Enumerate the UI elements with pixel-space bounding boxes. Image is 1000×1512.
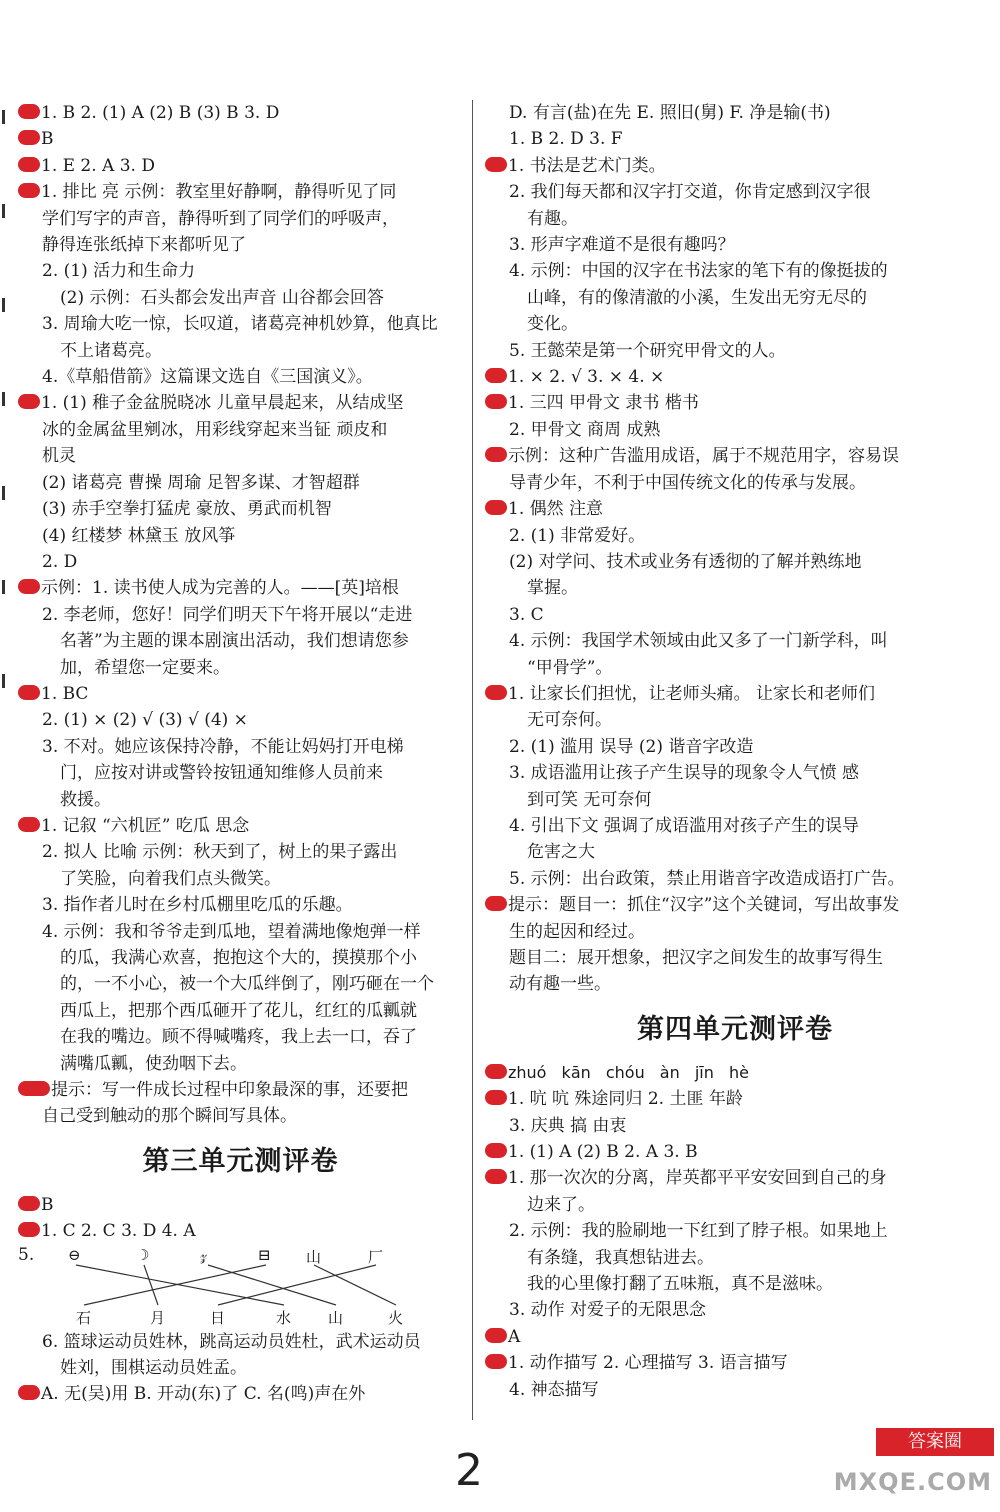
answer-text: 姓刘，围棋运动员姓孟。 <box>60 1358 247 1379</box>
section-title: 第三单元测评卷 <box>142 1145 339 1177</box>
question-answer-line <box>18 100 463 126</box>
question-answer-line <box>18 390 463 416</box>
answer-line <box>18 866 463 892</box>
answer-line <box>18 998 463 1024</box>
answer-line <box>485 179 985 205</box>
question-answer-line <box>18 1077 463 1103</box>
answer-text: 掌握。 <box>527 578 578 599</box>
answer-text: 示例：1. 读书使人成为完善的人。——[英]培根 <box>41 578 399 599</box>
answer-text: (2) 对学问、技术或业务有透彻的了解并熟练地 <box>509 551 862 572</box>
question-answer-line <box>485 364 985 390</box>
question-number-badge <box>485 394 507 409</box>
matching-line <box>218 1265 376 1305</box>
question-answer-line <box>485 681 985 707</box>
question-number-badge <box>485 447 507 462</box>
answer-text: 静得连张纸掉下来都听见了 <box>42 235 246 256</box>
column-divider <box>472 100 473 1420</box>
answer-text: 1. (1) A (2) B 2. A 3. B <box>508 1142 698 1163</box>
matching-bottom-item: 日 <box>210 1308 226 1327</box>
answer-text: 1. 吭 吭 殊途同归 2. 土匪 年龄 <box>508 1089 743 1110</box>
answer-line <box>18 285 463 311</box>
matching-bottom-item: 水 <box>276 1308 292 1327</box>
matching-top-item: 𝓏 <box>200 1245 207 1264</box>
answer-text: 2. (1) 活力和生命力 <box>42 261 196 282</box>
answer-line <box>18 1024 463 1050</box>
answer-text: 3. 庆典 搞 由衷 <box>509 1115 627 1136</box>
answer-text: 3. C <box>509 604 544 625</box>
matching-bottom-item: 火 <box>388 1308 404 1327</box>
answer-line <box>18 338 463 364</box>
question-number-badge <box>485 1328 507 1343</box>
answer-text: 示例：这种广告滥用成语，属于不规范用字，容易误 <box>508 446 899 467</box>
answer-text: 1. 偶然 注意 <box>508 499 604 520</box>
question-answer-line <box>485 443 985 469</box>
answer-text: 2. 示例：我的脸刷地一下红到了脖子根。如果地上 <box>509 1221 888 1242</box>
answer-text: 1. B 2. (1) A (2) B (3) B 3. D <box>41 103 280 123</box>
question-number-badge <box>18 130 40 145</box>
answer-text: 动有趣一些。 <box>509 974 611 995</box>
question-number-badge <box>485 1064 507 1079</box>
watermark <box>833 1418 996 1510</box>
answer-line <box>18 549 463 575</box>
pinyin-text: zhuó kān chóu àn jīn hè <box>508 1062 749 1082</box>
question-answer-line <box>485 390 985 416</box>
matching-exercise <box>18 1245 463 1329</box>
answer-line <box>18 892 463 918</box>
answer-line <box>485 1192 985 1218</box>
answer-text: 救援。 <box>60 789 111 810</box>
answer-line <box>18 496 463 522</box>
answer-text: 1. BC <box>41 683 89 704</box>
matching-bottom-item: 石 <box>76 1308 92 1327</box>
matching-bottom-item: 月 <box>150 1308 166 1327</box>
answer-line <box>485 232 985 258</box>
question-answer-line <box>485 1350 985 1376</box>
answer-line <box>18 470 463 496</box>
answer-line <box>485 919 985 945</box>
answer-line <box>485 1377 985 1403</box>
answer-line <box>485 655 985 681</box>
answer-text: 3. 指作者儿时在乡村瓜棚里吃瓜的乐趣。 <box>42 895 353 916</box>
question-answer-line <box>18 681 463 707</box>
answer-line <box>18 1355 463 1381</box>
answer-line <box>18 311 463 337</box>
answer-line <box>485 628 985 654</box>
answer-line <box>485 1113 985 1139</box>
watermark-logo: 答案圈 <box>876 1428 994 1456</box>
matching-line <box>144 1265 158 1305</box>
answer-line <box>485 1245 985 1271</box>
answer-text: 1. 排比 亮 示例：教室里好静啊，静得听见了同 <box>41 182 397 203</box>
answer-line <box>485 417 985 443</box>
question-answer-line <box>18 1192 463 1218</box>
answer-line <box>18 1051 463 1077</box>
question-number-badge <box>18 817 40 832</box>
answer-line <box>485 338 985 364</box>
answer-line <box>485 760 985 786</box>
answer-text: 2. 李老师，您好！同学们明天下午将开展以“走进 <box>42 604 413 625</box>
answer-text: 3. 周瑜大吃一惊，长叹道，诸葛亮神机妙算，他真比 <box>42 314 438 335</box>
answer-line <box>18 628 463 654</box>
answer-text: 边来了。 <box>527 1194 595 1215</box>
answer-text: 2. (1) 滥用 误导 (2) 谐音字改造 <box>509 736 754 757</box>
answer-text: 3. 形声字难道不是很有趣吗？ <box>509 235 735 256</box>
answer-text: 1. (1) 稚子金盆脱晓冰 儿童早晨起来，从结成坚 <box>41 393 404 414</box>
answer-text: 题目二：展开想象，把汉字之间发生的故事写得生 <box>509 948 883 968</box>
question-answer-line <box>18 1381 463 1407</box>
answer-text: D. 有言(盐)在先 E. 照旧(舅) F. 净是输(书) <box>509 103 831 123</box>
answer-text: 1. 记叙 “六机匠” 吃瓜 思念 <box>41 815 250 836</box>
answer-text: 1. 那一次次的分离，岸英都平平安安回到自己的身 <box>508 1168 887 1189</box>
answer-text: 4. 示例：中国的汉字在书法家的笔下有的像挺拔的 <box>509 261 888 282</box>
answer-text: 我的心里像打翻了五味瓶，真不是滋味。 <box>527 1274 833 1295</box>
answer-text: 变化。 <box>527 314 578 335</box>
answer-text: 1. C 2. C 3. D 4. A <box>41 1221 196 1242</box>
answer-text: 1. 动作描写 2. 心理描写 3. 语言描写 <box>508 1353 788 1374</box>
answer-line <box>485 575 985 601</box>
answer-text: 在我的嘴边。顾不得喊嘴疼，我上去一口，吞了 <box>60 1027 417 1048</box>
answer-text: 1. × 2. √ 3. × 4. × <box>508 367 665 388</box>
answer-text: 3. 动作 对爱子的无限思念 <box>509 1300 707 1321</box>
answer-line <box>18 443 463 469</box>
question-answer-line <box>18 813 463 839</box>
matching-top-item: ⊖ <box>68 1245 81 1264</box>
answer-line <box>485 549 985 575</box>
answer-line <box>18 523 463 549</box>
question-answer-line <box>18 153 463 179</box>
question-number-badge <box>485 896 507 911</box>
answer-text: 1. 让家长们担忧，让老师头痛。 让家长和老师们 <box>508 683 876 704</box>
answer-line <box>18 971 463 997</box>
question-number-badge <box>485 157 507 172</box>
answer-text: 有条缝，我真想钻进去。 <box>527 1247 714 1268</box>
answer-text: 5. 示例：出台政策，禁止用谐音字改造成语打广告。 <box>509 868 905 889</box>
answer-line <box>485 707 985 733</box>
answer-text: 无可奈何。 <box>527 710 612 731</box>
question-answer-line <box>18 126 463 152</box>
question-number-badge <box>18 104 40 119</box>
answer-line <box>18 1103 463 1129</box>
question-number-badge <box>18 157 40 172</box>
answer-text: 6. 篮球运动员姓林，跳高运动员姓杜，武术运动员 <box>42 1331 421 1352</box>
question-number-badge <box>485 1143 507 1158</box>
answer-line <box>485 470 985 496</box>
answer-text: 危害之大 <box>527 842 595 863</box>
answer-line <box>485 813 985 839</box>
question-answer-line <box>485 1139 985 1165</box>
answer-line <box>485 258 985 284</box>
answer-text: 不上诸葛亮。 <box>60 340 162 361</box>
answer-text: 名著”为主题的课本剧演出活动，我们想请您参 <box>60 631 409 652</box>
answer-text: 2. 我们每天都和汉字打交道，你肯定感到汉字很 <box>509 182 871 203</box>
answer-text: (3) 赤手空拳打猛虎 豪放、勇武而机智 <box>42 499 332 520</box>
answer-text: 山峰，有的像清澈的小溪，生发出无穷无尽的 <box>527 287 867 308</box>
answer-text: 2. 拟人 比喻 示例：秋天到了，树上的果子露出 <box>42 842 398 863</box>
matching-top-item: ☽ <box>136 1245 150 1264</box>
answer-text: 加，希望您一定要来。 <box>60 657 230 678</box>
page-number: 2 <box>455 1445 483 1496</box>
answer-text: 机灵 <box>42 446 76 467</box>
answer-text: (4) 红楼梦 林黛玉 放风筝 <box>42 525 236 546</box>
matching-line <box>76 1265 284 1305</box>
question-answer-line <box>18 179 463 205</box>
question-answer-line <box>485 892 985 918</box>
answer-text: 自己受到触动的那个瞬间写具体。 <box>42 1106 297 1127</box>
answer-line <box>485 734 985 760</box>
answer-text: 生的起因和经过。 <box>509 921 645 942</box>
watermark-site: MXQE.COM <box>833 1468 992 1496</box>
question-answer-line <box>485 153 985 179</box>
answer-line <box>18 707 463 733</box>
answer-line <box>18 364 463 390</box>
answer-text: 冰的金属盆里剜冰，用彩线穿起来当钲 顽皮和 <box>42 419 388 440</box>
answer-line <box>18 602 463 628</box>
answer-text: 到可笑 无可奈何 <box>527 789 652 810</box>
answer-line <box>485 285 985 311</box>
matching-top-item: 厂 <box>368 1247 384 1266</box>
answer-text: 4. 示例：我国学术领域由此又多了一门新学科，叫 <box>509 631 888 652</box>
matching-line <box>314 1265 396 1305</box>
question-number-badge <box>485 1090 507 1105</box>
answer-text: 4. 引出下文 强调了成语滥用对孩子产生的误导 <box>509 815 860 836</box>
answer-line <box>18 417 463 443</box>
question-number-badge <box>18 1222 40 1237</box>
answer-line <box>485 100 985 126</box>
answer-line <box>485 602 985 628</box>
matching-bottom-item: 山 <box>328 1308 344 1327</box>
answer-text: 有趣。 <box>527 208 578 229</box>
answer-text: (2) 示例：石头都会发出声音 山谷都会回答 <box>60 287 384 308</box>
answer-text: 的，一不小心，被一个大瓜绊倒了，刚巧砸在一个 <box>60 974 434 995</box>
answer-text: (2) 诸葛亮 曹操 周瑜 足智多谋、才智超群 <box>42 472 360 493</box>
matching-line <box>84 1265 266 1305</box>
answer-line <box>18 945 463 971</box>
answer-text: 1. E 2. A 3. D <box>41 155 155 176</box>
question-answer-line <box>485 496 985 522</box>
answer-line <box>485 971 985 997</box>
answer-text: 4.《草船借箭》这篇课文选自《三国演义》。 <box>42 367 373 388</box>
right-column <box>485 100 985 1403</box>
answer-line <box>485 1271 985 1297</box>
matching-top-item: ⊟ <box>258 1245 271 1264</box>
matching-line <box>208 1265 336 1305</box>
answer-text: 门，应按对讲或警铃按钮通知维修人员前来 <box>60 763 383 784</box>
question-number-badge <box>18 183 40 198</box>
question-answer-line <box>485 1086 985 1112</box>
answer-text: 2. 甲骨文 商周 成熟 <box>509 419 661 440</box>
answer-line <box>485 1218 985 1244</box>
question-answer-line <box>18 575 463 601</box>
question-number-badge <box>485 1169 507 1184</box>
answer-text: B <box>41 129 54 150</box>
answer-line <box>485 839 985 865</box>
answer-text: 提示：写一件成长过程中印象最深的事，还要把 <box>51 1080 408 1101</box>
question-number-badge <box>18 1196 40 1211</box>
answer-text: 导青少年，不利于中国传统文化的传承与发展。 <box>509 472 866 493</box>
answer-text: 3. 不对。她应该保持冷静，不能让妈妈打开电梯 <box>42 736 404 757</box>
answer-text: 1. 书法是艺术门类。 <box>508 155 666 176</box>
answer-text: 的瓜，我满心欢喜，抱抱这个大的，摸摸那个小 <box>60 948 417 968</box>
answer-text: 1. 三四 甲骨文 隶书 楷书 <box>508 393 699 414</box>
answer-text: 2. (1) 非常爱好。 <box>509 525 646 546</box>
answer-text: 4. 示例：我和爷爷走到瓜地，望着满地像炮弹一样 <box>42 921 421 942</box>
answer-line <box>18 760 463 786</box>
question-number-badge <box>18 1385 40 1400</box>
section-title: 第四单元测评卷 <box>637 1013 833 1045</box>
pinyin-answer-line <box>485 1060 985 1086</box>
answer-text: 2. (1) × (2) √ (3) √ (4) × <box>42 710 248 731</box>
answer-text: 1. B 2. D 3. F <box>509 129 623 150</box>
answer-text: 西瓜上，把那个西瓜砸开了花儿，红红的瓜瓤就 <box>60 1000 417 1021</box>
answer-line <box>18 839 463 865</box>
question-number-badge <box>18 579 40 594</box>
answer-line <box>18 919 463 945</box>
answer-text: 了笑脸，向着我们点头微笑。 <box>60 868 281 889</box>
answer-text: 提示：题目一：抓住“汉字”这个关键词，写出故事发 <box>508 895 900 916</box>
answer-line <box>485 311 985 337</box>
answer-line <box>485 945 985 971</box>
left-column <box>18 100 463 1408</box>
answer-text: 满嘴瓜瓤，使劲咽下去。 <box>60 1053 247 1074</box>
answer-line <box>18 258 463 284</box>
answer-text: A <box>508 1326 521 1347</box>
question-number-badge <box>18 394 40 409</box>
binding-marks <box>2 110 6 768</box>
answer-text: 2. D <box>42 551 78 572</box>
answer-line <box>18 787 463 813</box>
question-number-badge <box>485 500 507 515</box>
answer-line <box>485 523 985 549</box>
answer-text: “甲骨学”。 <box>527 657 613 678</box>
answer-line <box>18 206 463 232</box>
answer-text: A. 无(吴)用 B. 开动(东)了 C. 名(鸣)声在外 <box>41 1384 366 1405</box>
question-number-badge <box>18 1081 50 1096</box>
answer-line <box>18 232 463 258</box>
answer-text: 4. 神态描写 <box>509 1379 599 1400</box>
answer-line <box>485 787 985 813</box>
question-number-badge <box>18 685 40 700</box>
matching-top-item: 山 <box>306 1247 322 1266</box>
answer-text: B <box>41 1194 54 1215</box>
question-answer-line <box>485 1165 985 1191</box>
question-answer-line <box>18 1218 463 1244</box>
answer-text: 5. 王懿荣是第一个研究甲骨文的人。 <box>509 340 786 361</box>
answer-line <box>18 1329 463 1355</box>
answer-line <box>18 655 463 681</box>
answer-text: 学们写字的声音，静得听到了同学们的呼吸声， <box>42 208 399 229</box>
question-answer-line <box>485 1324 985 1350</box>
answer-line <box>485 126 985 152</box>
answer-line <box>485 206 985 232</box>
matching-label: 5. <box>18 1244 35 1265</box>
question-number-badge <box>485 368 507 383</box>
answer-line <box>485 866 985 892</box>
answer-line <box>485 1297 985 1323</box>
question-number-badge <box>485 1354 507 1369</box>
answer-text: 3. 成语滥用让孩子产生误导的现象令人气愤 感 <box>509 763 860 784</box>
answer-line <box>18 734 463 760</box>
question-number-badge <box>485 685 507 700</box>
